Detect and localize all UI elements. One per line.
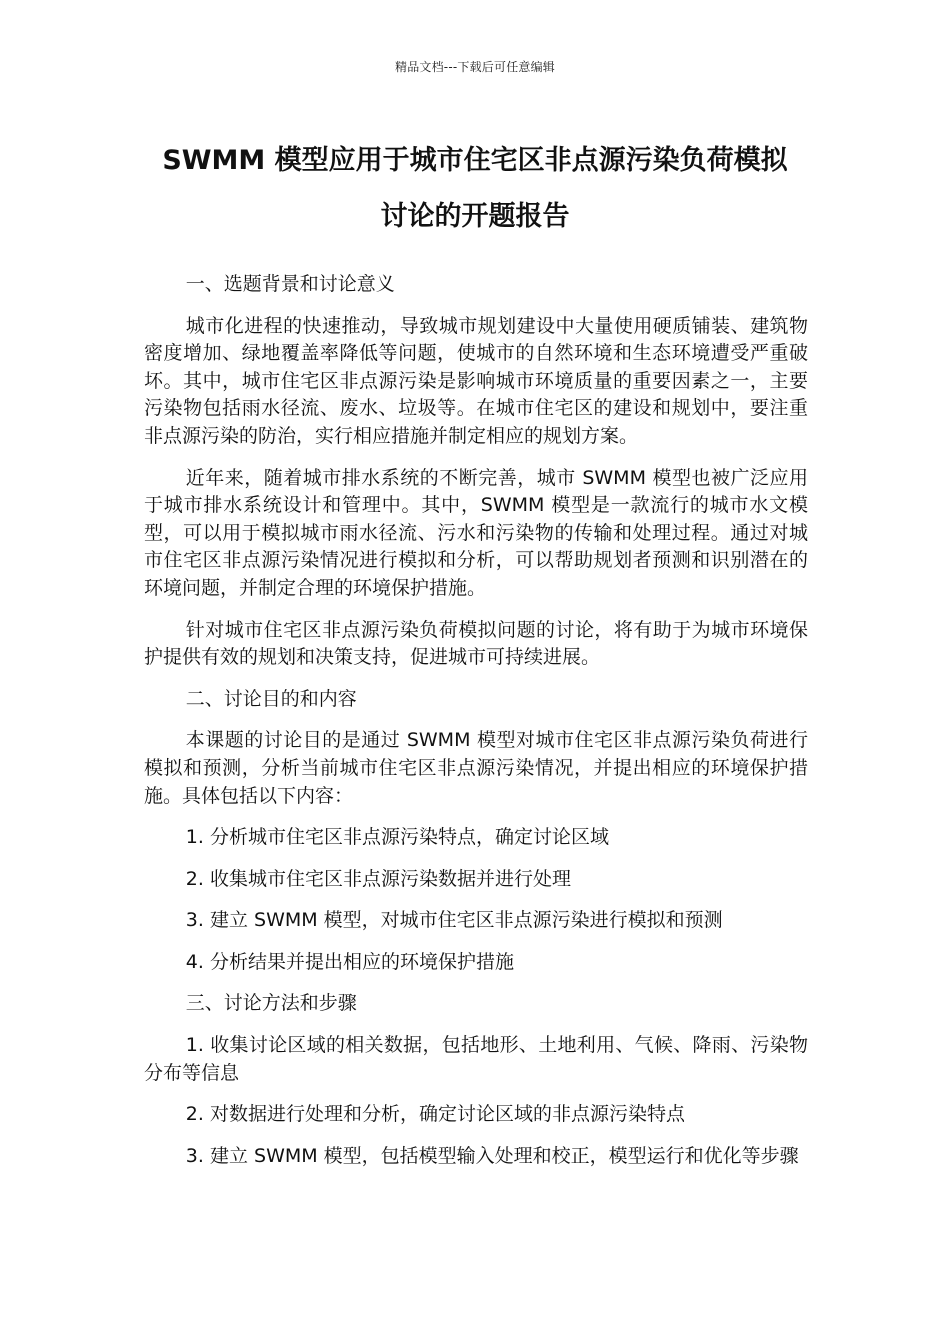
paragraph-objectives: 本课题的讨论目的是通过 SWMM 模型对城市住宅区非点源污染负荷进行模拟和预测，分析当前城市住宅区非点源污染情况，并提出相应的环境保护措施。具体包括以下内容： [144, 729, 808, 807]
list-item-method-2: 2. 对数据进行处理和分析，确定讨论区域的非点源污染特点 [185, 1103, 685, 1126]
list-item-objective-4: 4. 分析结果并提出相应的环境保护措施 [185, 950, 514, 973]
list-item-objective-2: 2. 收集城市住宅区非点源污染数据并进行处理 [185, 867, 571, 890]
paragraph-urbanization: 城市化进程的快速推动，导致城市规划建设中大量使用硬质铺装、建筑物密度增加、绿地覆盖率降低等问题，使城市的自然环境和生态环境遭受严重破坏。其中，城市住宅区非点源污染是影响城市环境质量的重要因素之一，主要污染物包括雨水径流、废水、垃圾等。在城市住宅区的建设和规划中，要注重非点源污染的防治，实行相应措施并制定相应的规划方案。 [144, 314, 808, 447]
document-title-line-2: 讨论的开题报告 [380, 201, 570, 232]
list-item-method-1: 1. 收集讨论区域的相关数据，包括地形、土地利用、气候、降雨、污染物分布等信息 [144, 1034, 808, 1084]
section-heading-background: 一、选题背景和讨论意义 [185, 273, 395, 295]
paragraph-swmm-intro: 近年来，随着城市排水系统的不断完善，城市 SWMM 模型也被广泛应用于城市排水系统设计和管理中。其中，SWMM 模型是一款流行的城市水文模型，可以用于模拟城市雨水径流、污水和污染物的传输和处理过程。通过对城市住宅区非点源污染情况进行模拟和分析，可以帮助规划者预测和识别潜在的环境问题，并制定合理的环境保护措施。 [144, 466, 808, 599]
header-note: 精品文档---下载后可任意编辑 [395, 60, 555, 74]
paragraph-significance: 针对城市住宅区非点源污染负荷模拟问题的讨论，将有助于为城市环境保护提供有效的规划和决策支持，促进城市可持续进展。 [144, 618, 808, 669]
list-item-objective-1: 1. 分析城市住宅区非点源污染特点，确定讨论区域 [185, 826, 609, 849]
document-title-line-1: SWMM 模型应用于城市住宅区非点源污染负荷模拟 [162, 145, 788, 176]
list-item-method-3: 3. 建立 SWMM 模型，包括模型输入处理和校正，模型运行和优化等步骤 [185, 1144, 799, 1167]
section-heading-objectives: 二、讨论目的和内容 [185, 687, 357, 710]
section-heading-methods: 三、讨论方法和步骤 [185, 992, 357, 1015]
document-body [144, 271, 808, 1184]
list-item-objective-3: 3. 建立 SWMM 模型，对城市住宅区非点源污染进行模拟和预测 [185, 909, 723, 932]
